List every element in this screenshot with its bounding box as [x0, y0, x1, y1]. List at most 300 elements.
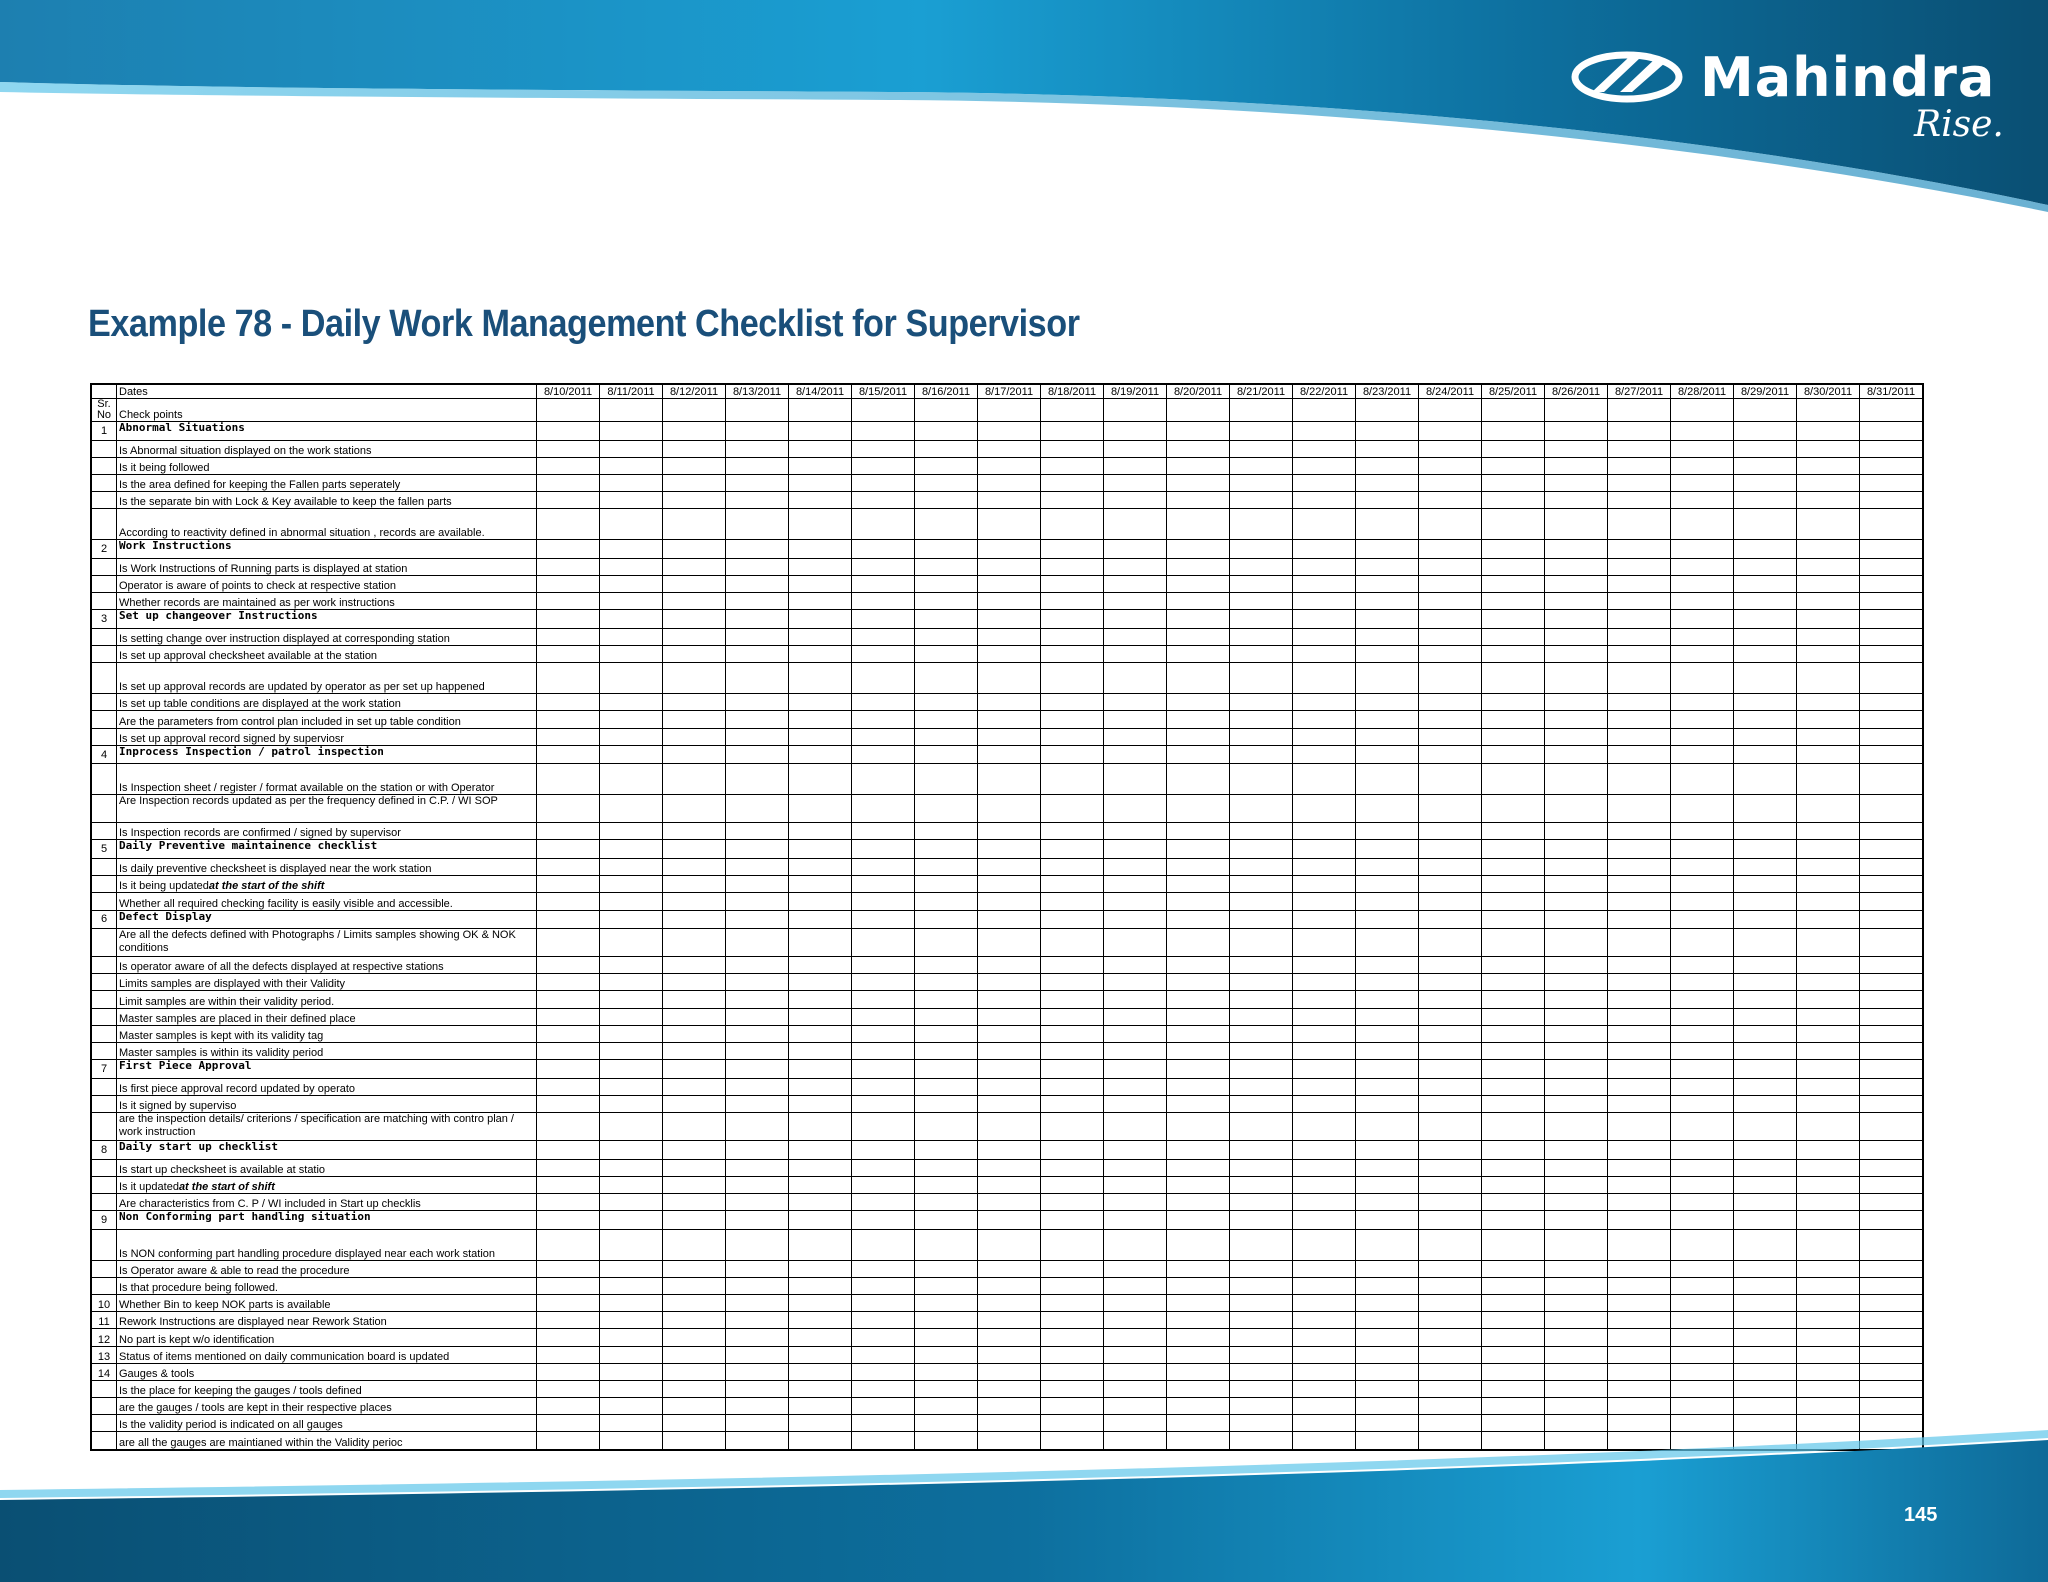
check-cell[interactable]: [1545, 610, 1608, 629]
check-cell[interactable]: [1545, 399, 1608, 422]
check-cell[interactable]: [852, 1211, 915, 1230]
check-cell[interactable]: [1608, 1025, 1671, 1042]
check-cell[interactable]: [1167, 440, 1230, 457]
check-cell[interactable]: [1797, 593, 1860, 610]
check-cell[interactable]: [1230, 1078, 1293, 1095]
check-cell[interactable]: [1104, 1277, 1167, 1294]
check-cell[interactable]: [1734, 628, 1797, 645]
check-cell[interactable]: [1293, 509, 1356, 540]
check-cell[interactable]: [1671, 1008, 1734, 1025]
check-cell[interactable]: [1104, 1329, 1167, 1346]
check-cell[interactable]: [600, 399, 663, 422]
check-cell[interactable]: [789, 764, 852, 795]
check-cell[interactable]: [663, 1294, 726, 1311]
check-cell[interactable]: [537, 474, 600, 491]
check-cell[interactable]: [726, 876, 789, 893]
check-cell[interactable]: [1734, 1176, 1797, 1193]
check-cell[interactable]: [1671, 1078, 1734, 1095]
check-cell[interactable]: [726, 1363, 789, 1380]
check-cell[interactable]: [726, 1025, 789, 1042]
check-cell[interactable]: [915, 1008, 978, 1025]
check-cell[interactable]: [1167, 663, 1230, 694]
check-cell[interactable]: [852, 1277, 915, 1294]
check-cell[interactable]: [1104, 974, 1167, 991]
check-cell[interactable]: [1545, 795, 1608, 823]
check-cell[interactable]: [1482, 1008, 1545, 1025]
check-cell[interactable]: [537, 440, 600, 457]
check-cell[interactable]: [1608, 1294, 1671, 1311]
check-cell[interactable]: [1041, 1312, 1104, 1329]
check-cell[interactable]: [600, 1008, 663, 1025]
check-cell[interactable]: [1104, 910, 1167, 929]
check-cell[interactable]: [1104, 399, 1167, 422]
check-cell[interactable]: [1041, 1159, 1104, 1176]
check-cell[interactable]: [1482, 929, 1545, 957]
check-cell[interactable]: [1608, 840, 1671, 859]
check-cell[interactable]: [1608, 876, 1671, 893]
check-cell[interactable]: [1293, 1025, 1356, 1042]
check-cell[interactable]: [663, 893, 726, 910]
check-cell[interactable]: [1230, 764, 1293, 795]
check-cell[interactable]: [1419, 858, 1482, 875]
check-cell[interactable]: [1545, 422, 1608, 441]
check-cell[interactable]: [1356, 1398, 1419, 1415]
check-cell[interactable]: [789, 840, 852, 859]
check-cell[interactable]: [1293, 1176, 1356, 1193]
check-cell[interactable]: [1860, 929, 1924, 957]
check-cell[interactable]: [789, 957, 852, 974]
check-cell[interactable]: [915, 575, 978, 592]
check-cell[interactable]: [1860, 558, 1924, 575]
check-cell[interactable]: [789, 593, 852, 610]
check-cell[interactable]: [1671, 540, 1734, 559]
check-cell[interactable]: [789, 929, 852, 957]
check-cell[interactable]: [537, 745, 600, 764]
check-cell[interactable]: [1230, 1141, 1293, 1160]
check-cell[interactable]: [537, 957, 600, 974]
check-cell[interactable]: [1734, 558, 1797, 575]
check-cell[interactable]: [1041, 711, 1104, 728]
check-cell[interactable]: [600, 1060, 663, 1079]
check-cell[interactable]: [1482, 991, 1545, 1008]
check-cell[interactable]: [978, 1277, 1041, 1294]
check-cell[interactable]: [1797, 646, 1860, 663]
check-cell[interactable]: [1545, 876, 1608, 893]
check-cell[interactable]: [1860, 663, 1924, 694]
check-cell[interactable]: [1482, 1229, 1545, 1260]
check-cell[interactable]: [1860, 1211, 1924, 1230]
check-cell[interactable]: [1419, 957, 1482, 974]
check-cell[interactable]: [1671, 1193, 1734, 1210]
check-cell[interactable]: [789, 474, 852, 491]
check-cell[interactable]: [1167, 540, 1230, 559]
check-cell[interactable]: [1419, 1176, 1482, 1193]
check-cell[interactable]: [600, 1095, 663, 1112]
check-cell[interactable]: [852, 858, 915, 875]
check-cell[interactable]: [1734, 1363, 1797, 1380]
check-cell[interactable]: [726, 474, 789, 491]
check-cell[interactable]: [1167, 876, 1230, 893]
check-cell[interactable]: [1860, 957, 1924, 974]
check-cell[interactable]: [789, 1008, 852, 1025]
check-cell[interactable]: [1734, 728, 1797, 745]
check-cell[interactable]: [1356, 694, 1419, 711]
check-cell[interactable]: [537, 1113, 600, 1141]
check-cell[interactable]: [1671, 795, 1734, 823]
check-cell[interactable]: [600, 663, 663, 694]
check-cell[interactable]: [1230, 1008, 1293, 1025]
check-cell[interactable]: [726, 1380, 789, 1397]
check-cell[interactable]: [1734, 858, 1797, 875]
check-cell[interactable]: [789, 1380, 852, 1397]
check-cell[interactable]: [663, 974, 726, 991]
check-cell[interactable]: [1041, 991, 1104, 1008]
check-cell[interactable]: [1293, 1398, 1356, 1415]
check-cell[interactable]: [1545, 1025, 1608, 1042]
check-cell[interactable]: [1608, 422, 1671, 441]
check-cell[interactable]: [537, 876, 600, 893]
check-cell[interactable]: [1167, 929, 1230, 957]
check-cell[interactable]: [1104, 1346, 1167, 1363]
check-cell[interactable]: [1608, 1193, 1671, 1210]
check-cell[interactable]: [1041, 1398, 1104, 1415]
check-cell[interactable]: [1041, 893, 1104, 910]
check-cell[interactable]: [1167, 1193, 1230, 1210]
check-cell[interactable]: [1734, 457, 1797, 474]
check-cell[interactable]: [1482, 1095, 1545, 1112]
check-cell[interactable]: [1545, 728, 1608, 745]
check-cell[interactable]: [663, 711, 726, 728]
check-cell[interactable]: [1797, 1159, 1860, 1176]
check-cell[interactable]: [978, 457, 1041, 474]
check-cell[interactable]: [1671, 1329, 1734, 1346]
check-cell[interactable]: [1167, 728, 1230, 745]
check-cell[interactable]: [1860, 1193, 1924, 1210]
check-cell[interactable]: [537, 575, 600, 592]
check-cell[interactable]: [1671, 509, 1734, 540]
check-cell[interactable]: [1419, 646, 1482, 663]
check-cell[interactable]: [1734, 1211, 1797, 1230]
check-cell[interactable]: [1482, 694, 1545, 711]
check-cell[interactable]: [726, 1095, 789, 1112]
check-cell[interactable]: [1293, 457, 1356, 474]
check-cell[interactable]: [726, 540, 789, 559]
check-cell[interactable]: [1482, 974, 1545, 991]
check-cell[interactable]: [726, 1193, 789, 1210]
check-cell[interactable]: [1041, 628, 1104, 645]
check-cell[interactable]: [789, 1113, 852, 1141]
check-cell[interactable]: [1671, 858, 1734, 875]
check-cell[interactable]: [852, 399, 915, 422]
check-cell[interactable]: [1356, 663, 1419, 694]
check-cell[interactable]: [600, 1193, 663, 1210]
check-cell[interactable]: [852, 422, 915, 441]
check-cell[interactable]: [1734, 1060, 1797, 1079]
check-cell[interactable]: [1671, 1095, 1734, 1112]
check-cell[interactable]: [1545, 663, 1608, 694]
check-cell[interactable]: [663, 1312, 726, 1329]
check-cell[interactable]: [1167, 957, 1230, 974]
check-cell[interactable]: [1356, 422, 1419, 441]
check-cell[interactable]: [1734, 610, 1797, 629]
check-cell[interactable]: [1734, 1329, 1797, 1346]
check-cell[interactable]: [537, 1193, 600, 1210]
check-cell[interactable]: [1797, 1229, 1860, 1260]
check-cell[interactable]: [1356, 558, 1419, 575]
check-cell[interactable]: [1608, 558, 1671, 575]
check-cell[interactable]: [1608, 509, 1671, 540]
check-cell[interactable]: [1230, 1380, 1293, 1397]
check-cell[interactable]: [1734, 893, 1797, 910]
check-cell[interactable]: [600, 575, 663, 592]
check-cell[interactable]: [1797, 858, 1860, 875]
check-cell[interactable]: [1230, 991, 1293, 1008]
check-cell[interactable]: [663, 1363, 726, 1380]
check-cell[interactable]: [1041, 399, 1104, 422]
check-cell[interactable]: [1419, 840, 1482, 859]
check-cell[interactable]: [1356, 474, 1419, 491]
check-cell[interactable]: [1293, 440, 1356, 457]
check-cell[interactable]: [1293, 422, 1356, 441]
check-cell[interactable]: [1545, 628, 1608, 645]
check-cell[interactable]: [1356, 974, 1419, 991]
check-cell[interactable]: [1419, 558, 1482, 575]
check-cell[interactable]: [1293, 575, 1356, 592]
check-cell[interactable]: [1104, 1060, 1167, 1079]
check-cell[interactable]: [726, 457, 789, 474]
check-cell[interactable]: [1482, 1329, 1545, 1346]
check-cell[interactable]: [1797, 1008, 1860, 1025]
check-cell[interactable]: [978, 745, 1041, 764]
check-cell[interactable]: [663, 575, 726, 592]
check-cell[interactable]: [1041, 728, 1104, 745]
check-cell[interactable]: [1293, 1095, 1356, 1112]
check-cell[interactable]: [1293, 858, 1356, 875]
check-cell[interactable]: [1545, 1277, 1608, 1294]
check-cell[interactable]: [1797, 1095, 1860, 1112]
check-cell[interactable]: [663, 663, 726, 694]
check-cell[interactable]: [789, 1312, 852, 1329]
check-cell[interactable]: [1860, 540, 1924, 559]
check-cell[interactable]: [1734, 840, 1797, 859]
check-cell[interactable]: [1356, 1060, 1419, 1079]
check-cell[interactable]: [978, 1078, 1041, 1095]
check-cell[interactable]: [1482, 858, 1545, 875]
check-cell[interactable]: [1356, 1176, 1419, 1193]
check-cell[interactable]: [1608, 440, 1671, 457]
check-cell[interactable]: [1041, 1229, 1104, 1260]
check-cell[interactable]: [663, 646, 726, 663]
check-cell[interactable]: [1167, 646, 1230, 663]
check-cell[interactable]: [1041, 764, 1104, 795]
check-cell[interactable]: [1545, 575, 1608, 592]
check-cell[interactable]: [600, 1025, 663, 1042]
check-cell[interactable]: [1608, 663, 1671, 694]
check-cell[interactable]: [1734, 422, 1797, 441]
check-cell[interactable]: [915, 474, 978, 491]
check-cell[interactable]: [1293, 558, 1356, 575]
check-cell[interactable]: [1671, 492, 1734, 509]
check-cell[interactable]: [726, 558, 789, 575]
check-cell[interactable]: [1230, 474, 1293, 491]
check-cell[interactable]: [600, 974, 663, 991]
check-cell[interactable]: [537, 422, 600, 441]
check-cell[interactable]: [915, 558, 978, 575]
check-cell[interactable]: [789, 1042, 852, 1059]
check-cell[interactable]: [537, 795, 600, 823]
check-cell[interactable]: [1797, 711, 1860, 728]
check-cell[interactable]: [600, 711, 663, 728]
check-cell[interactable]: [1293, 1193, 1356, 1210]
check-cell[interactable]: [1230, 540, 1293, 559]
check-cell[interactable]: [1230, 1211, 1293, 1230]
check-cell[interactable]: [978, 1260, 1041, 1277]
check-cell[interactable]: [1734, 575, 1797, 592]
check-cell[interactable]: [1356, 764, 1419, 795]
check-cell[interactable]: [1671, 1159, 1734, 1176]
check-cell[interactable]: [1608, 1176, 1671, 1193]
check-cell[interactable]: [1293, 1078, 1356, 1095]
check-cell[interactable]: [537, 728, 600, 745]
check-cell[interactable]: [1041, 1176, 1104, 1193]
check-cell[interactable]: [1482, 1260, 1545, 1277]
check-cell[interactable]: [1104, 1141, 1167, 1160]
check-cell[interactable]: [1734, 1277, 1797, 1294]
check-cell[interactable]: [1419, 457, 1482, 474]
check-cell[interactable]: [1041, 593, 1104, 610]
check-cell[interactable]: [1482, 610, 1545, 629]
check-cell[interactable]: [1104, 858, 1167, 875]
check-cell[interactable]: [600, 1141, 663, 1160]
check-cell[interactable]: [978, 1398, 1041, 1415]
check-cell[interactable]: [1104, 1312, 1167, 1329]
check-cell[interactable]: [726, 893, 789, 910]
check-cell[interactable]: [915, 1113, 978, 1141]
check-cell[interactable]: [978, 1312, 1041, 1329]
check-cell[interactable]: [1104, 929, 1167, 957]
check-cell[interactable]: [789, 893, 852, 910]
check-cell[interactable]: [852, 1398, 915, 1415]
check-cell[interactable]: [726, 1176, 789, 1193]
check-cell[interactable]: [1293, 1294, 1356, 1311]
check-cell[interactable]: [789, 1141, 852, 1160]
check-cell[interactable]: [1104, 509, 1167, 540]
check-cell[interactable]: [978, 646, 1041, 663]
check-cell[interactable]: [1356, 1346, 1419, 1363]
check-cell[interactable]: [789, 991, 852, 1008]
check-cell[interactable]: [915, 610, 978, 629]
check-cell[interactable]: [1104, 840, 1167, 859]
check-cell[interactable]: [1293, 929, 1356, 957]
check-cell[interactable]: [1671, 628, 1734, 645]
check-cell[interactable]: [1419, 893, 1482, 910]
check-cell[interactable]: [915, 1260, 978, 1277]
check-cell[interactable]: [789, 663, 852, 694]
check-cell[interactable]: [726, 1008, 789, 1025]
check-cell[interactable]: [1860, 457, 1924, 474]
check-cell[interactable]: [915, 1025, 978, 1042]
check-cell[interactable]: [1419, 1363, 1482, 1380]
check-cell[interactable]: [1545, 558, 1608, 575]
check-cell[interactable]: [600, 492, 663, 509]
check-cell[interactable]: [663, 957, 726, 974]
check-cell[interactable]: [978, 575, 1041, 592]
check-cell[interactable]: [663, 1078, 726, 1095]
check-cell[interactable]: [663, 1277, 726, 1294]
check-cell[interactable]: [537, 1008, 600, 1025]
check-cell[interactable]: [1293, 1060, 1356, 1079]
check-cell[interactable]: [1293, 646, 1356, 663]
check-cell[interactable]: [1482, 1113, 1545, 1141]
check-cell[interactable]: [915, 795, 978, 823]
check-cell[interactable]: [1356, 540, 1419, 559]
check-cell[interactable]: [1671, 1141, 1734, 1160]
check-cell[interactable]: [852, 1294, 915, 1311]
check-cell[interactable]: [978, 1294, 1041, 1311]
check-cell[interactable]: [1797, 440, 1860, 457]
check-cell[interactable]: [1608, 1008, 1671, 1025]
check-cell[interactable]: [1041, 1141, 1104, 1160]
check-cell[interactable]: [1734, 663, 1797, 694]
check-cell[interactable]: [1356, 876, 1419, 893]
check-cell[interactable]: [726, 728, 789, 745]
check-cell[interactable]: [1419, 1329, 1482, 1346]
check-cell[interactable]: [1419, 694, 1482, 711]
check-cell[interactable]: [1860, 610, 1924, 629]
check-cell[interactable]: [1356, 575, 1419, 592]
check-cell[interactable]: [1671, 558, 1734, 575]
check-cell[interactable]: [978, 1229, 1041, 1260]
check-cell[interactable]: [537, 593, 600, 610]
check-cell[interactable]: [1860, 858, 1924, 875]
check-cell[interactable]: [600, 795, 663, 823]
check-cell[interactable]: [1734, 957, 1797, 974]
check-cell[interactable]: [1860, 1176, 1924, 1193]
check-cell[interactable]: [1230, 1159, 1293, 1176]
check-cell[interactable]: [600, 1346, 663, 1363]
check-cell[interactable]: [1797, 1176, 1860, 1193]
check-cell[interactable]: [1293, 728, 1356, 745]
check-cell[interactable]: [1545, 474, 1608, 491]
check-cell[interactable]: [1293, 1008, 1356, 1025]
check-cell[interactable]: [1230, 795, 1293, 823]
check-cell[interactable]: [1734, 440, 1797, 457]
check-cell[interactable]: [600, 1211, 663, 1230]
check-cell[interactable]: [789, 1329, 852, 1346]
check-cell[interactable]: [537, 1260, 600, 1277]
check-cell[interactable]: [1797, 540, 1860, 559]
check-cell[interactable]: [1608, 957, 1671, 974]
check-cell[interactable]: [1041, 440, 1104, 457]
check-cell[interactable]: [1797, 764, 1860, 795]
check-cell[interactable]: [600, 858, 663, 875]
check-cell[interactable]: [537, 663, 600, 694]
check-cell[interactable]: [1482, 1025, 1545, 1042]
check-cell[interactable]: [915, 694, 978, 711]
check-cell[interactable]: [789, 610, 852, 629]
check-cell[interactable]: [663, 840, 726, 859]
check-cell[interactable]: [726, 1229, 789, 1260]
check-cell[interactable]: [663, 1229, 726, 1260]
check-cell[interactable]: [1104, 728, 1167, 745]
check-cell[interactable]: [915, 1277, 978, 1294]
check-cell[interactable]: [1545, 457, 1608, 474]
check-cell[interactable]: [915, 422, 978, 441]
check-cell[interactable]: [537, 1159, 600, 1176]
check-cell[interactable]: [1671, 910, 1734, 929]
check-cell[interactable]: [978, 823, 1041, 840]
check-cell[interactable]: [1608, 593, 1671, 610]
